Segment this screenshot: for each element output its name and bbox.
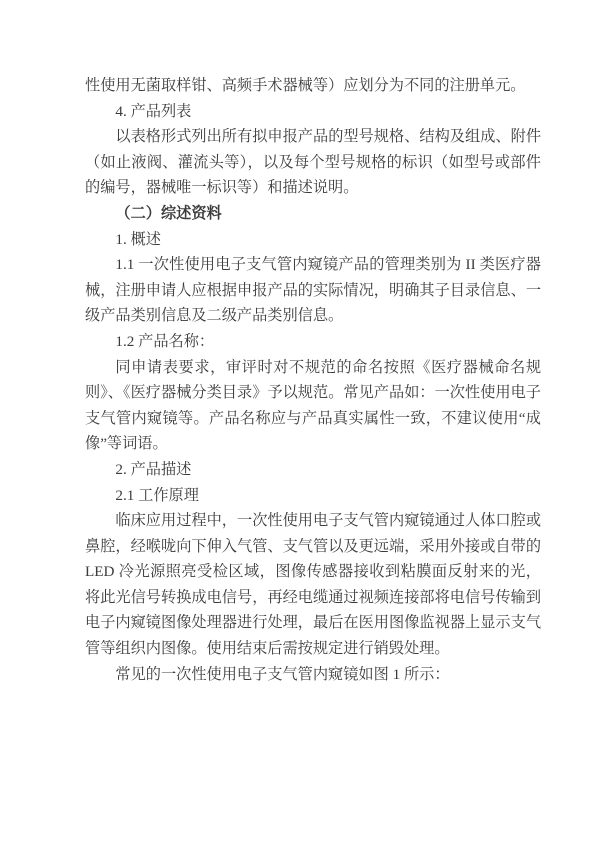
paragraph-2: 4. 产品列表 bbox=[115, 102, 192, 120]
paragraph-8: 同申请表要求，审评时对不规范的命名按照《医疗器械命名规则》、《医疗器械分类目录》予以规范。常见产品如：一次性使用电子支气管内窥镜等。产品名称应与产品真实属性一致，不建议使用“成像”等词语。 bbox=[85, 358, 541, 453]
paragraph-12: 常见的一次性使用电子支气管内窥镜如图 1 所示： bbox=[115, 665, 450, 683]
paragraph-6: 1.1 一次性使用电子支气管内窥镜产品的管理类别为 II 类医疗器械，注册申请人应根据申报产品的实际情况，明确其子目录信息、一级产品类别信息及二级产品类别信息。 bbox=[85, 256, 541, 325]
paragraph-5: 1. 概述 bbox=[115, 230, 161, 248]
document-text-block bbox=[85, 73, 541, 687]
paragraph-7: 1.2 产品名称： bbox=[115, 332, 215, 350]
paragraph-11: 临床应用过程中，一次性使用电子支气管内窥镜通过人体口腔或鼻腔，经喉咙向下伸入气管、支气管以及更远端，采用外接或自带的LED 冷光源照亮受检区域，图像传感器接收到粘膜面反射来的光，将此光信号转换成电信号，再经电缆通过视频连接部将电信号传输到电子内窥镜图像处理器进行处理，最后在医用图像监视器上显示支气管等组织内图像。使用结束后需按规定进行销毁处理。 bbox=[85, 512, 541, 658]
paragraph-10: 2.1 工作原理 bbox=[115, 486, 199, 504]
paragraph-4: （二）综述资料 bbox=[115, 204, 222, 222]
paragraph-3: 以表格形式列出所有拟申报产品的型号规格、结构及组成、附件（如止液阀、灌流头等），以及每个型号规格的标识（如型号或部件的编号，器械唯一标识等）和描述说明。 bbox=[85, 128, 541, 197]
paragraph-1: 性使用无菌取样钳、高频手术器械等）应划分为不同的注册单元。 bbox=[85, 77, 526, 94]
paragraph-9: 2. 产品描述 bbox=[115, 460, 192, 478]
